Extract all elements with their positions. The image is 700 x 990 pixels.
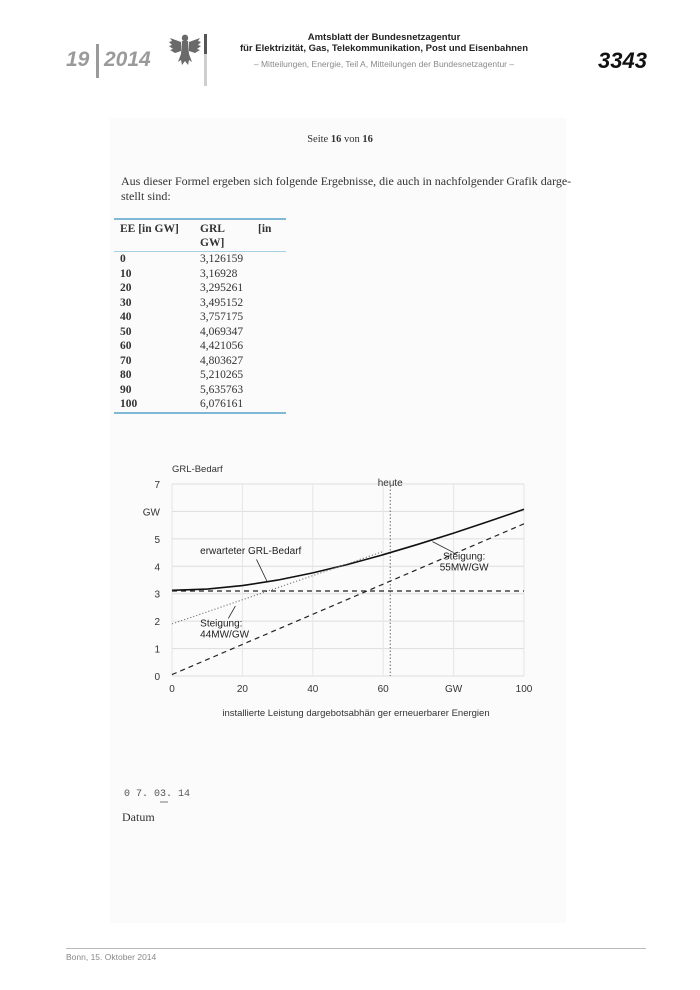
issue-year: 2014 [104,48,151,71]
table-row [114,267,286,282]
label-slope44-line2: 44MW/GW [200,629,250,641]
datum-label: Datum [122,810,155,824]
cell-ee: 50 [120,325,132,338]
table-row [114,252,286,267]
grl-chart [140,458,550,730]
cell-grl: 4,069347 [200,325,244,338]
cell-ee: 100 [120,398,138,410]
cell-ee: 20 [120,282,132,294]
table-row [114,354,286,369]
series-line-dotted [172,552,383,624]
cell-grl: 4,803627 [200,354,244,367]
y-tick-label: 0 [154,672,160,683]
x-tick-label: 20 [236,684,248,695]
x-axis-label: installierte Leistung dargebotsabhän ger erneuerbarer Energien [222,708,490,719]
handwritten-date [122,782,191,806]
label-slope44-line1: Steigung: [200,618,243,630]
gazette-subtitle: – Mitteilungen, Energie, Teil A, Mitteilungen der Bundesnetzagentur – [253,59,515,69]
table-row [114,325,286,340]
y-tick-label: 2 [154,617,160,629]
table-row [114,383,286,398]
federal-eagle-icon [168,32,202,68]
page-current: 16 [330,134,342,145]
intro-paragraph: Aus dieser Formel ergeben sich folgende Ergebnisse, die auch in nachfolgender Grafik darge-stellt sind: [121,174,572,203]
label-slope55-line1: Steigung: [443,551,486,563]
x-tick-label: 0 [169,684,175,695]
page-sep: von [341,134,363,145]
cell-ee: 90 [120,383,132,396]
y-tick-label: GW [142,507,160,519]
heute-label: heute [377,478,403,489]
footer-divider [66,948,646,949]
cell-ee: 30 [120,296,132,309]
col-header-ee: EE [in GW] [114,219,194,252]
page-label: Seite [307,134,331,145]
footer-text: Bonn, 15. Oktober 2014 [66,952,157,962]
col-header-grl: GRL GW] [194,219,252,252]
cell-ee: 40 [120,311,132,323]
x-tick-label: 60 [377,684,389,695]
leader-expected-grl [256,559,267,581]
table-row [114,339,286,354]
col-header-unit: [in [252,219,286,252]
cell-grl: 4,421056 [200,340,244,352]
label-expected-grl: erwarteter GRL-Bedarf [200,545,302,557]
y-tick-label: 7 [154,480,160,491]
x-tick-label: GW [444,684,463,695]
gazette-title-line2: für Elektrizität, Gas, Telekommunikation, Post und Eisenbahnen [239,43,529,54]
cell-ee: 70 [120,354,132,367]
cell-grl: 3,16928 [200,267,238,280]
table-row [114,281,286,296]
cell-grl: 3,757175 [200,311,244,323]
gazette-title-line1: Amtsblatt der Bundesnetzagentur [307,32,461,43]
results-table [114,218,286,414]
cell-ee: 60 [120,340,132,352]
header-divider [96,44,99,78]
handwritten-date-text: 0 7. 03. 14 [124,789,191,800]
table-row [114,368,286,383]
issue-number: 19 [66,48,90,71]
leader-slope44 [228,606,235,618]
cell-grl: 5,635763 [200,383,244,396]
cell-grl: 3,495152 [200,296,244,309]
y-tick-label: 4 [154,562,160,574]
page-indicator [120,134,560,145]
y-tick-label: 5 [154,534,160,546]
table-row [114,296,286,311]
cell-ee: 0 [120,253,126,265]
page-number: 3343 [598,48,647,73]
cell-grl: 3,126159 [200,253,244,265]
y-tick-label: 3 [154,589,160,601]
y-tick-label: 1 [154,644,160,656]
cell-ee: 80 [120,369,132,381]
cell-grl: 5,210265 [200,369,244,381]
label-slope55-line2: 55MW/GW [439,562,489,574]
page-total: 16 [362,134,373,145]
cell-grl: 3,295261 [200,282,244,294]
header-divider-right-accent [204,34,207,54]
cell-grl: 6,076161 [200,398,244,410]
cell-ee: 10 [120,267,132,280]
x-tick-label: 40 [307,684,319,695]
table-header-row [114,219,286,252]
chart-title: GRL-Bedarf [172,464,223,475]
table-row [114,310,286,325]
gazette-title [230,32,538,54]
x-tick-label: 100 [515,684,533,695]
table-row [114,397,286,413]
